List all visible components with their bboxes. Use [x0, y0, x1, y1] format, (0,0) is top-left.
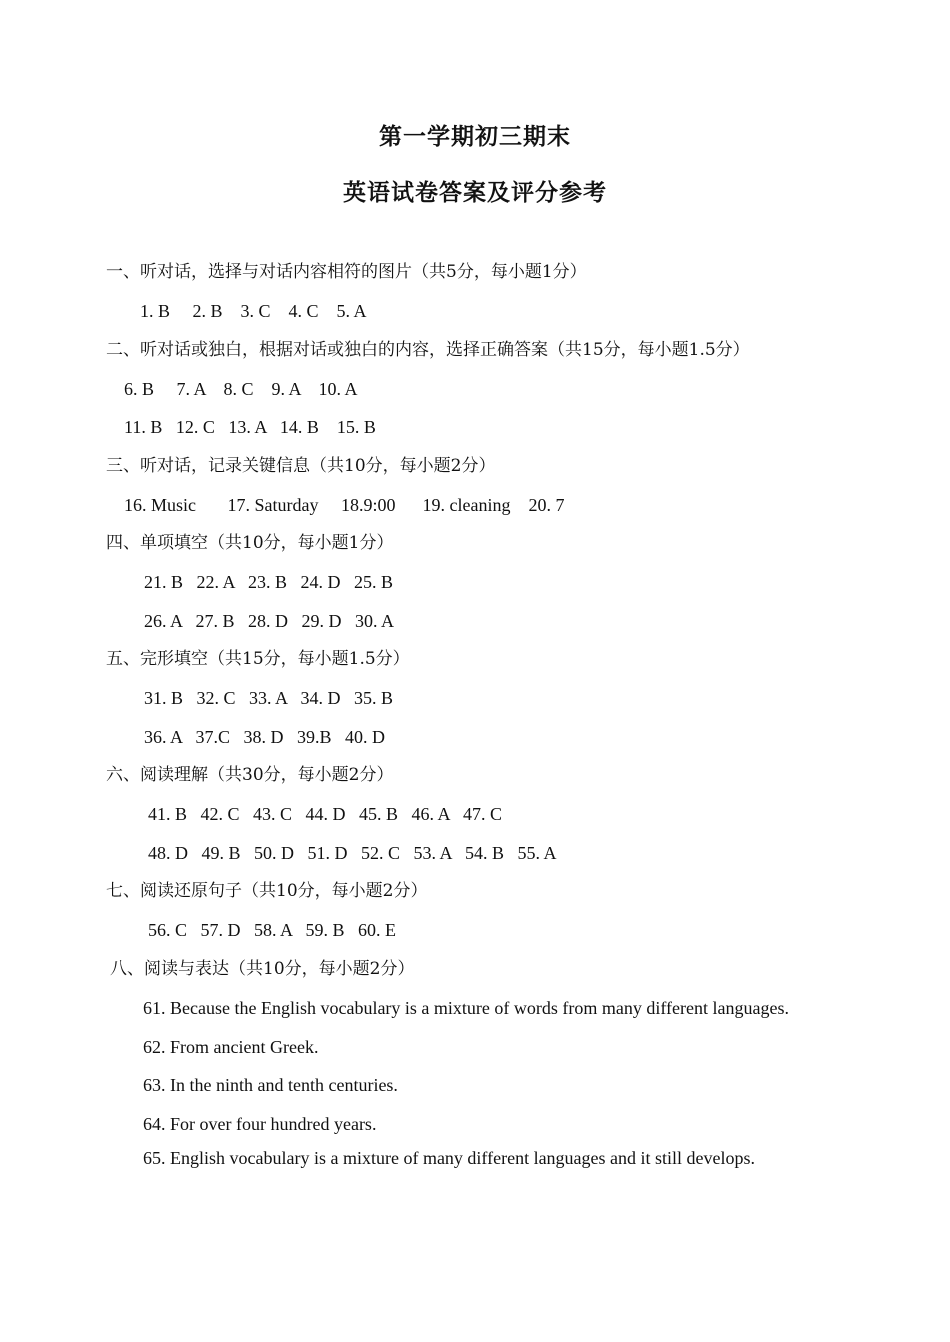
- section-8-heading: 八、阅读与表达（共10分，每小题2分）: [110, 959, 415, 979]
- section-4-heading: 四、单项填空（共10分，每小题1分）: [106, 533, 394, 553]
- section-2-heading: 二、听对话或独白，根据对话或独白的内容，选择正确答案（共15分，每小题1.5分）: [106, 340, 750, 360]
- document-title: 第一学期初三期末: [379, 123, 571, 150]
- section-8-answer-61: 61. Because the English vocabulary is a mixture of words from many different languages.: [143, 998, 789, 1018]
- section-5-answers-row: 31. B 32. C 33. A 34. D 35. B: [144, 688, 394, 708]
- section-5-heading: 五、完形填空（共15分，每小题1.5分）: [106, 649, 410, 669]
- section-2-answers-row: 11. B 12. C 13. A 14. B 15. B: [124, 417, 376, 437]
- section-3-answers-row: 16. Music 17. Saturday 18.9:00 19. cleaning 20. 7: [124, 495, 565, 515]
- section-4-answers-row: 21. B 22. A 23. B 24. D 25. B: [144, 572, 394, 592]
- section-5-answers-row: 36. A 37.C 38. D 39.B 40. D: [144, 727, 386, 747]
- document-subtitle: 英语试卷答案及评分参考: [343, 179, 607, 206]
- section-7-heading: 七、阅读还原句子（共10分，每小题2分）: [106, 881, 428, 901]
- section-1-answers-row: 1. B 2. B 3. C 4. C 5. A: [140, 301, 367, 321]
- section-1-heading: 一、听对话，选择与对话内容相符的图片（共5分，每小题1分）: [106, 262, 587, 282]
- section-4-answers-row: 26. A 27. B 28. D 29. D 30. A: [144, 611, 395, 631]
- section-8-answer-65: 65. English vocabulary is a mixture of many different languages and it still develops.: [143, 1148, 756, 1168]
- section-7-answers-row: 56. C 57. D 58. A 59. B 60. E: [148, 920, 397, 940]
- section-6-answers-row: 41. B 42. C 43. C 44. D 45. B 46. A 47. C: [148, 804, 503, 824]
- section-8-answer-64: 64. For over four hundred years.: [143, 1114, 377, 1134]
- section-6-heading: 六、阅读理解（共30分，每小题2分）: [106, 765, 394, 785]
- section-8-answer-63: 63. In the ninth and tenth centuries.: [143, 1075, 398, 1095]
- section-8-answer-62: 62. From ancient Greek.: [143, 1037, 319, 1057]
- section-2-answers-row: 6. B 7. A 8. C 9. A 10. A: [124, 379, 358, 399]
- section-6-answers-row: 48. D 49. B 50. D 51. D 52. C 53. A 54. B 55. A: [148, 843, 557, 863]
- section-3-heading: 三、听对话，记录关键信息（共10分，每小题2分）: [106, 456, 496, 476]
